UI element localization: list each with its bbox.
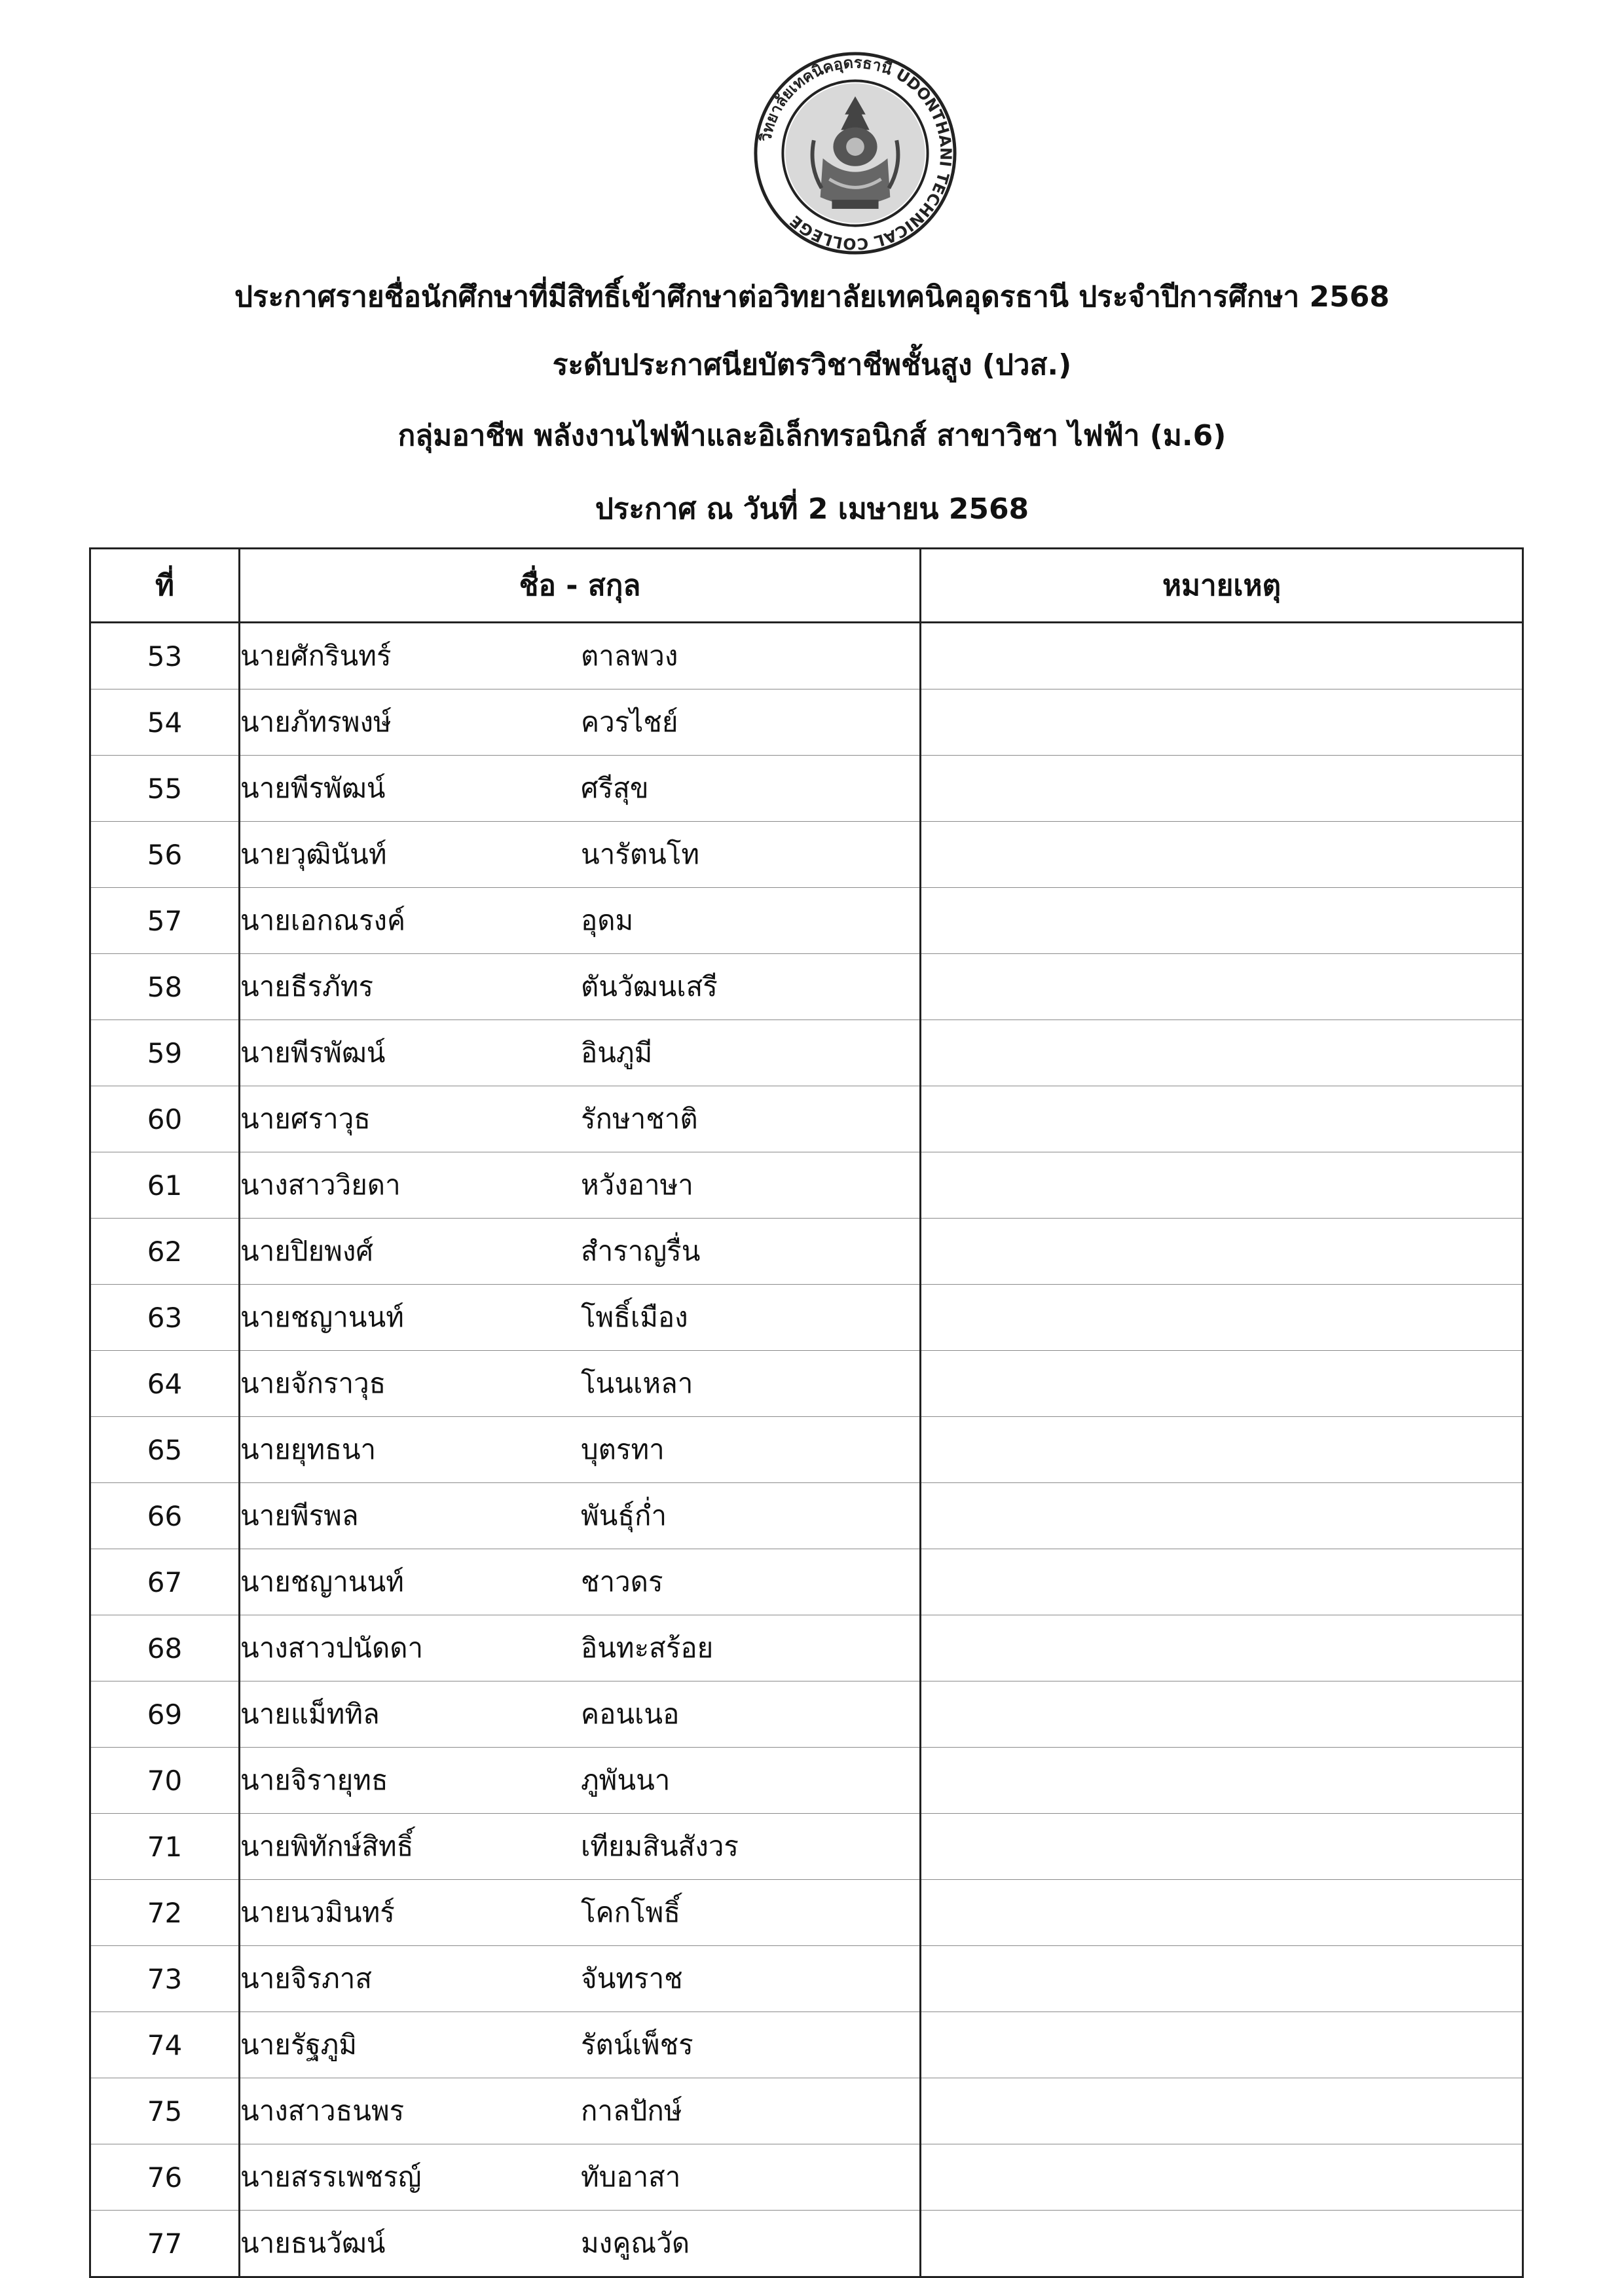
table-row [90,1748,1523,1814]
student-name-cell [240,1417,921,1483]
student-last-name: เทียมสินสังวร [581,1830,739,1862]
student-name-cell [240,1814,921,1880]
student-name-cell [240,2078,921,2144]
student-last-name: ภูพันนา [581,1764,671,1796]
row-number: 58 [90,954,240,1020]
education-level: ระดับประกาศนียบัตรวิชาชีพชั้นสูง (ปวส.) [552,348,1072,382]
table-row [90,888,1523,954]
student-first-name: นายจิรภาส [240,1962,372,1994]
table-row [90,1417,1523,1483]
seal-ring-text-english: UDONTHANI TECHNICAL COLLEGE [786,65,955,253]
row-number: 64 [90,1351,240,1417]
remark-cell [921,623,1523,689]
row-number: 77 [90,2211,240,2277]
student-name-cell [240,1681,921,1748]
student-name-cell [240,1020,921,1086]
remark-cell [921,1615,1523,1681]
student-first-name: นายเอกณรงค์ [240,904,406,936]
remark-cell [921,888,1523,954]
table-row [90,1285,1523,1351]
remark-cell [921,1946,1523,2012]
student-first-name: นายภัทรพงษ์ [240,706,392,738]
student-name-cell [240,756,921,822]
program-line: กลุ่มอาชีพ พลังงานไฟฟ้าและอิเล็กทรอนิกส์ สาขาวิชา ไฟฟ้า (ม.6) [397,419,1227,452]
student-name-cell [240,1880,921,1946]
remark-cell [921,1020,1523,1086]
row-number: 70 [90,1748,240,1814]
remark-cell [921,1351,1523,1417]
student-first-name: นายรัฐภูมิ [240,2029,358,2061]
remark-cell [921,1152,1523,1219]
column-header-remark: หมายเหตุ [921,549,1523,623]
student-first-name: นายชญานนท์ [240,1301,404,1333]
table-row [90,1086,1523,1152]
remark-cell [921,954,1523,1020]
remark-cell [921,2078,1523,2144]
student-name-cell [240,2012,921,2078]
announcement-title: ประกาศรายชื่อนักศึกษาที่มีสิทธิ์เข้าศึกษาต่อวิทยาลัยเทคนิคอุดรธานี ประจำปีการศึกษา 2568 [234,280,1390,314]
student-last-name: ควรไชย์ [581,706,678,738]
row-number: 59 [90,1020,240,1086]
student-last-name: โนนเหลา [581,1367,693,1399]
student-last-name: ตาลพวง [581,640,678,672]
table-row [90,1681,1523,1748]
student-last-name: มงคูณวัด [581,2227,690,2259]
row-number: 72 [90,1880,240,1946]
table-row [90,1152,1523,1219]
row-number: 54 [90,689,240,756]
table-row [90,756,1523,822]
row-number: 53 [90,623,240,689]
table-row [90,623,1523,689]
column-header-number: ที่ [90,549,240,623]
student-first-name: นายพิทักษ์สิทธิ์ [240,1830,414,1862]
student-first-name: นายนวมินทร์ [240,1896,395,1928]
student-first-name: นายสรรเพชรญ์ [240,2161,422,2193]
student-name-cell [240,1086,921,1152]
row-number: 62 [90,1219,240,1285]
student-name-cell [240,1615,921,1681]
row-number: 73 [90,1946,240,2012]
student-first-name: นายพีรพัฒน์ [240,772,386,804]
table-row [90,2211,1523,2277]
remark-cell [921,1814,1523,1880]
student-name-cell [240,954,921,1020]
table-row [90,1483,1523,1549]
college-seal-icon [752,50,959,257]
student-name-cell [240,888,921,954]
student-last-name: คอนเนอ [581,1698,680,1730]
student-name-cell [240,2211,921,2277]
remark-cell [921,756,1523,822]
student-name-cell [240,1748,921,1814]
student-first-name: นายยุทธนา [240,1433,377,1465]
table-row [90,2012,1523,2078]
row-number: 57 [90,888,240,954]
student-last-name: รัตน์เพ็ชร [581,2029,693,2061]
student-first-name: นายวุฒินันท์ [240,838,387,870]
student-last-name: ชาวดร [581,1566,663,1598]
remark-cell [921,1417,1523,1483]
row-number: 60 [90,1086,240,1152]
remark-cell [921,1219,1523,1285]
table-row [90,1880,1523,1946]
row-number: 55 [90,756,240,822]
table-row [90,1020,1523,1086]
row-number: 61 [90,1152,240,1219]
student-last-name: จันทราช [581,1962,683,1994]
student-last-name: กาลปักษ์ [581,2095,682,2127]
student-first-name: นายแม็ททิล [240,1698,380,1730]
student-last-name: ศรีสุข [581,772,649,804]
student-first-name: นายชญานนท์ [240,1566,404,1598]
student-last-name: พันธุ์กํ่า [581,1499,667,1532]
student-first-name: นายพีรพล [240,1499,359,1532]
table-row [90,1549,1523,1615]
student-name-cell [240,689,921,756]
remark-cell [921,1483,1523,1549]
student-last-name: บุตรทา [581,1433,665,1465]
student-last-name: รักษาชาติ [581,1103,698,1135]
student-last-name: ตันวัฒนเสรี [581,970,718,1002]
student-last-name: สำราญรื่น [581,1235,701,1267]
table-row [90,1814,1523,1880]
student-last-name: หวังอาษา [581,1169,693,1201]
seal-ring-text-thai: วิทยาลัยเทคนิคอุดรธานี [756,53,895,143]
row-number: 63 [90,1285,240,1351]
remark-cell [921,2211,1523,2277]
student-first-name: นายจิรายุทธ [240,1764,388,1796]
remark-cell [921,822,1523,888]
remark-cell [921,1880,1523,1946]
remark-cell [921,2012,1523,2078]
table-header-row [90,549,1523,623]
row-number: 69 [90,1681,240,1748]
student-first-name: นางสาวปนัดดา [240,1632,424,1664]
student-first-name: นายพีรพัฒน์ [240,1037,386,1069]
table-row [90,954,1523,1020]
student-first-name: นายธนวัฒน์ [240,2227,386,2259]
remark-cell [921,1086,1523,1152]
remark-cell [921,1681,1523,1748]
remark-cell [921,689,1523,756]
remark-cell [921,1285,1523,1351]
row-number: 65 [90,1417,240,1483]
student-last-name: ทับอาสา [581,2161,681,2193]
table-row [90,1615,1523,1681]
student-name-cell [240,1285,921,1351]
row-number: 71 [90,1814,240,1880]
remark-cell [921,1748,1523,1814]
remark-cell [921,1549,1523,1615]
student-name-cell [240,822,921,888]
student-last-name: อุดม [581,904,634,936]
row-number: 68 [90,1615,240,1681]
student-last-name: อินทะสร้อย [581,1632,714,1664]
row-number: 76 [90,2144,240,2211]
student-name-cell [240,1351,921,1417]
table-row [90,2078,1523,2144]
student-first-name: นายจักราวุธ [240,1367,386,1399]
table-row [90,1946,1523,2012]
table-row [90,1219,1523,1285]
student-first-name: นางสาววิยดา [240,1169,401,1201]
student-name-cell [240,1219,921,1285]
student-first-name: นายศักรินทร์ [240,640,392,672]
student-name-cell [240,623,921,689]
table-row [90,822,1523,888]
student-first-name: นายธีรภัทร [240,970,374,1002]
table-row [90,1351,1523,1417]
student-first-name: นายศราวุธ [240,1103,371,1135]
row-number: 66 [90,1483,240,1549]
roster-body [90,623,1523,2277]
row-number: 56 [90,822,240,888]
student-first-name: นายปิยพงศ์ [240,1235,374,1267]
student-name-cell [240,1152,921,1219]
table-row [90,2144,1523,2211]
table-row [90,689,1523,756]
student-last-name: โพธิ์เมือง [581,1301,688,1333]
student-last-name: โคกโพธิ์ [581,1896,680,1928]
row-number: 67 [90,1549,240,1615]
student-name-cell [240,1946,921,2012]
remark-cell [921,2144,1523,2211]
row-number: 75 [90,2078,240,2144]
student-roster-table [89,547,1524,2278]
announcement-date: ประกาศ ณ วันที่ 2 เมษายน 2568 [595,492,1029,526]
student-first-name: นางสาวธนพร [240,2095,405,2127]
row-number: 74 [90,2012,240,2078]
student-name-cell [240,2144,921,2211]
student-last-name: นารัตนโท [581,838,700,870]
student-name-cell [240,1483,921,1549]
student-name-cell [240,1549,921,1615]
student-last-name: อินภูมี [581,1037,653,1069]
column-header-name: ชื่อ - สกุล [240,549,921,623]
